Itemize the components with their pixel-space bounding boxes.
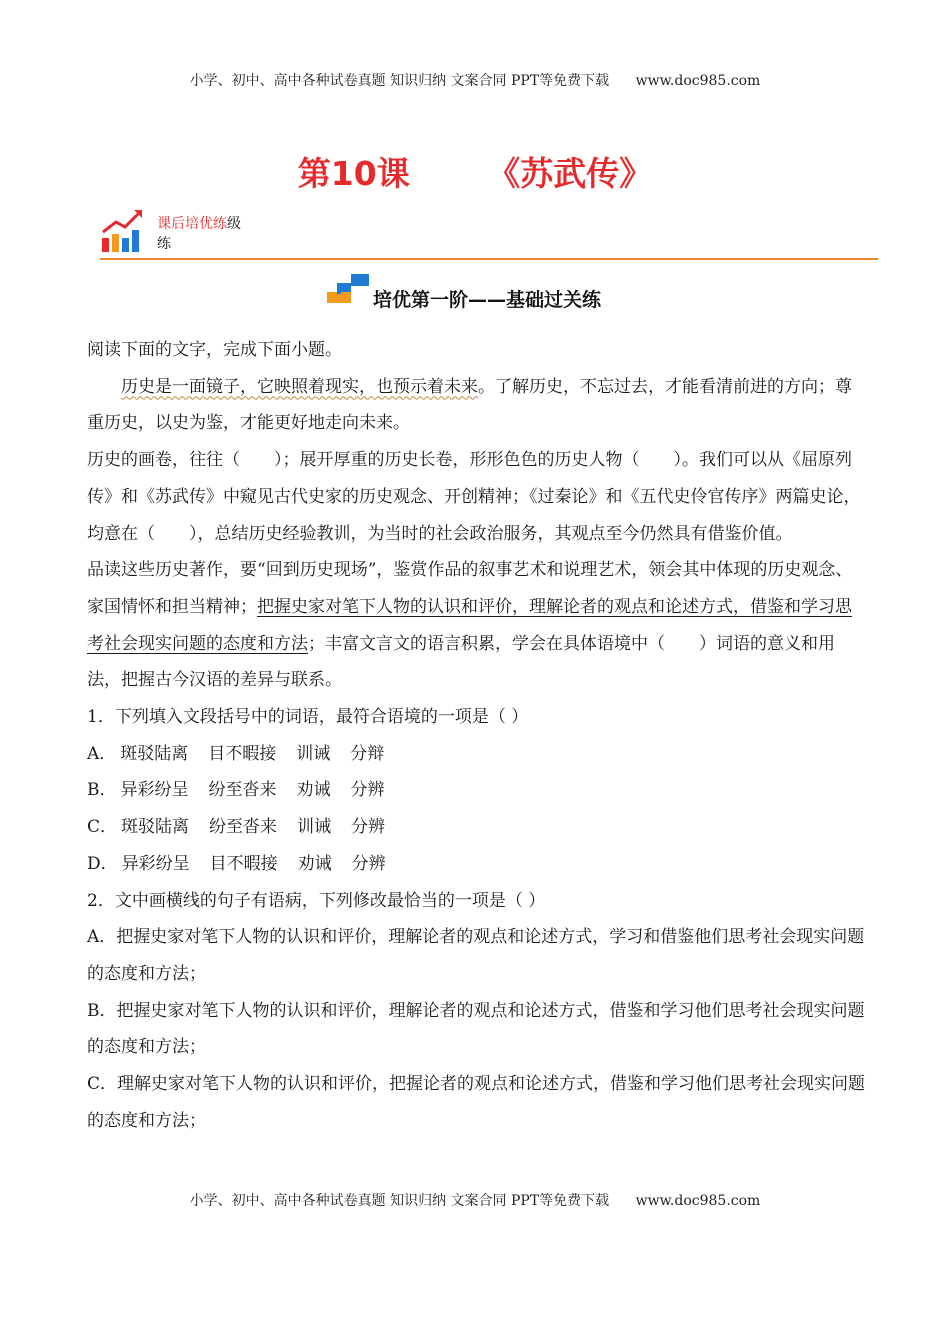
header-text: 小学、初中、高中各种试卷真题 知识归纳 文案合同 PPT等免费下载	[189, 73, 610, 89]
header-url[interactable]: www.doc985.com	[635, 73, 761, 89]
paragraph-3-start: 品读这些历史著作，要“回到历史现场”，鉴赏作品的叙事艺术和说理艺术，领会其中体现的历史观念、家国情怀和担当精神；	[87, 560, 853, 617]
title-lesson: 第10课	[297, 154, 410, 193]
question-1-option-a[interactable]: A． 斑驳陆离 目不暇接 训诫 分辩	[87, 743, 385, 764]
badge-red-text: 课后培优练	[157, 216, 227, 232]
page-title	[0, 148, 950, 195]
footer-text: 小学、初中、高中各种试卷真题 知识归纳 文案合同 PPT等免费下载	[189, 1193, 610, 1209]
document-body	[87, 332, 867, 1139]
passage-paragraph-3	[87, 552, 867, 699]
question-2-option-b[interactable]: B．把握史家对笔下人物的认识和评价，理解论者的观点和论述方式，借鉴和学习他们思考社会现实问题的态度和方法；	[87, 1000, 865, 1058]
question-1-option-b[interactable]: B． 异彩纷呈 纷至沓来 劝诫 分辨	[87, 780, 385, 801]
section-title: 培优第一阶——基础过关练	[373, 289, 602, 311]
title-book: 《苏武传》	[487, 154, 653, 193]
footer-url[interactable]: www.doc985.com	[635, 1193, 761, 1209]
passage-paragraph-1	[87, 369, 867, 442]
passage-paragraph-2: 历史的画卷，往往（ ）；展开厚重的历史长卷，形形色色的历史人物（ ）。我们可以从《屈原列传》和《苏武传》中窥见古代史家的历史观念、开创精神；《过秦论》和《五代史伶官传序》两篇史论，均意在（ ），总结历史经验教训，为当时的社会政治服务，其观点至今仍然具有借鉴价值。	[87, 450, 861, 544]
passage-intro: 阅读下面的文字，完成下面小题。	[87, 340, 342, 360]
paragraph-1-rest: 。了解历史，不忘过去，才能看清前进的方向；尊重历史，以史为鉴，才能更好地走向未来。	[87, 376, 852, 434]
question-1-stem: 1．下列填入文段括号中的词语，最符合语境的一项是（ ）	[87, 707, 529, 728]
page-footer	[0, 1190, 950, 1210]
badge-label	[157, 214, 267, 254]
badge-black-text-2: 练	[157, 236, 171, 252]
header-divider	[100, 258, 878, 260]
question-1-option-d[interactable]: D． 异彩纷呈 目不暇接 劝诫 分辨	[87, 853, 386, 874]
question-2-stem: 2．文中画横线的句子有语病，下列修改最恰当的一项是（ ）	[87, 890, 546, 911]
underlined-sentence: 把握史家对笔下人物的认识和评价，理解论者的观点和论述方式，借鉴和学习思考社会现实问题的态度和方法	[87, 596, 852, 654]
growth-chart-icon	[100, 208, 160, 254]
page-header	[0, 70, 950, 90]
question-2-option-a[interactable]: A．把握史家对笔下人物的认识和评价，理解论者的观点和论述方式，学习和借鉴他们思考社会现实问题的态度和方法；	[87, 927, 865, 984]
stairs-icon	[327, 274, 371, 304]
badge-black-text-1: 级	[227, 216, 241, 232]
question-2-option-c[interactable]: C．理解史家对笔下人物的认识和评价，把握论者的观点和论述方式，借鉴和学习他们思考社会现实问题的态度和方法；	[87, 1074, 866, 1131]
wavy-underlined-sentence: 历史是一面镜子，它映照着现实，也预示着未来	[121, 376, 478, 397]
paragraph-3-end: ；丰富文言文的语言积累，学会在具体语境中（ ）词语的意义和用法，把握古今汉语的差异与联系。	[87, 633, 835, 691]
question-1-option-c[interactable]: C． 斑驳陆离 纷至沓来 训诫 分辨	[87, 817, 386, 838]
